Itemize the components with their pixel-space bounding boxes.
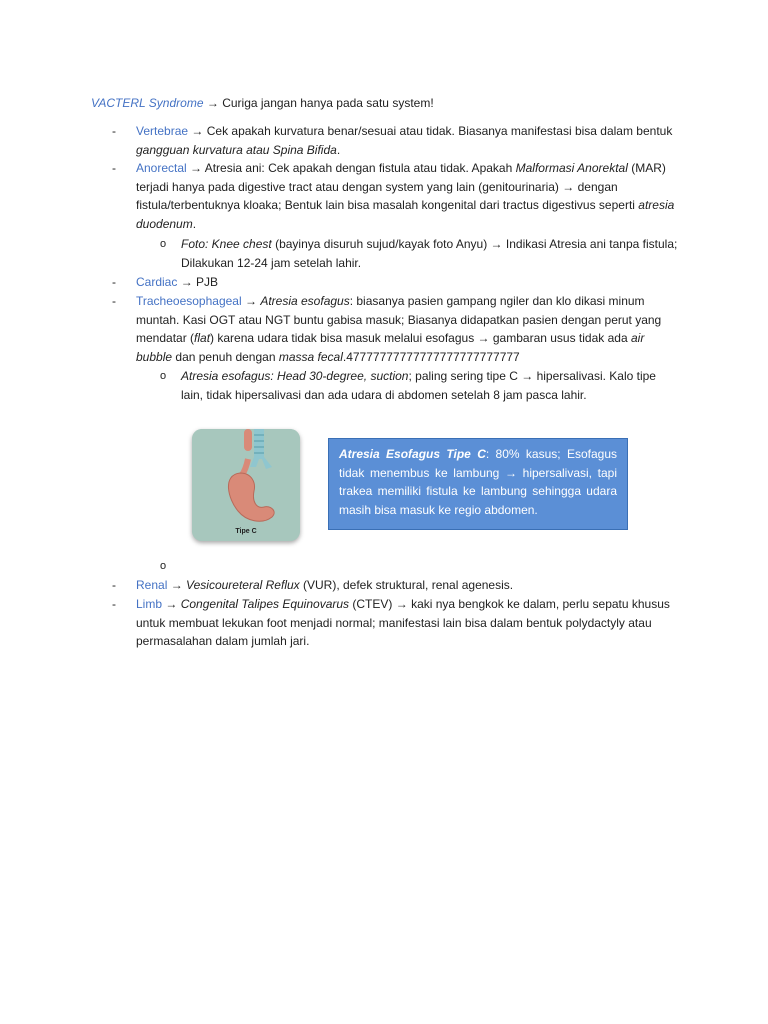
item-text: ; paling sering tipe C [408, 369, 518, 383]
item-italic: Foto: Knee chest [181, 237, 272, 251]
item-text: dan penuh dengan [175, 349, 276, 364]
item-text: (VUR), defek struktural, renal agenesis. [303, 578, 514, 592]
figure-caption: Tipe C [235, 528, 257, 535]
item-text: .47777777777777777777777777 [342, 349, 520, 364]
dash-bullet: - [112, 578, 116, 592]
callout-box [328, 438, 628, 530]
circle-bullet: o [160, 238, 167, 250]
item-text: Indikasi Atresia ani tanpa fistula; Dilakukan 12-24 jam setelah lahir. [181, 237, 678, 270]
item-italic: atresia duodenum [136, 198, 675, 231]
item-text: (MAR) terjadi hanya pada digestive tract atau dengan system yang lain (genitourinaria) [136, 161, 666, 194]
item-label: Tracheoesophageal [136, 294, 242, 308]
list-item-anorectal [112, 159, 682, 233]
sub-item-knee-chest [160, 235, 680, 272]
item-text: Atresia ani: Cek apakah dengan fistula atau tidak. Apakah [204, 161, 513, 175]
callout-text: hipersalivasi, tapi trakea memiliki fistula ke lambung sehingga udara masih bisa masuk ke regio abdomen. [339, 465, 618, 517]
sub-item-head-30 [160, 367, 680, 404]
arrow-icon: → [477, 331, 490, 346]
arrow-icon: → [165, 597, 178, 611]
item-italic: Congenital Talipes Equinovarus [180, 597, 350, 611]
item-text: dengan fistula/terbentuknya kloaka; Bentuk lain bisa masalah kongenital dari tractus digestivus seperti [136, 179, 635, 213]
callout-title: Atresia Esofagus Tipe C [339, 447, 486, 461]
item-label: Anorectal [136, 161, 187, 175]
item-italic: gangguan kurvatura atau Spina Bifida [136, 142, 337, 157]
list-item-vertebrae [112, 122, 682, 159]
circle-bullet: o [160, 370, 167, 382]
arrow-icon: → [191, 124, 204, 138]
dash-bullet: - [112, 161, 116, 175]
callout-text: : 80% kasus; Esofagus tidak menembus ke lambung [339, 447, 617, 480]
dash-bullet: - [112, 124, 116, 138]
item-text: : biasanya pasien gampang ngiler dan klo dikasi minum muntah. Kasi OGT atau NGT buntu gabisa masuk; Biasanya didapatkan pasien dengan perut yang mendatar ( [136, 294, 662, 346]
item-text: . [336, 142, 341, 157]
item-label: Limb [136, 597, 163, 611]
arrow-icon: → [206, 96, 219, 110]
item-label: Renal [136, 578, 168, 592]
arrow-icon: → [190, 161, 203, 175]
arrow-icon: → [490, 237, 503, 251]
item-text: PJB [196, 275, 219, 289]
item-label: Cardiac [136, 275, 178, 289]
circle-bullet: o [160, 560, 167, 572]
list-item-tracheoesophageal [112, 292, 682, 366]
item-italic: Malformasi Anorektal [515, 161, 628, 175]
dash-bullet: - [112, 275, 116, 289]
section-heading [91, 94, 434, 112]
arrow-icon: → [170, 578, 183, 592]
item-italic: Atresia esofagus: Head 30-degree, suction [181, 369, 409, 383]
arrow-icon: → [180, 275, 193, 289]
item-italic: air bubble [136, 331, 645, 364]
arrow-icon: → [521, 369, 534, 383]
item-italic: flat [194, 331, 211, 346]
list-item-renal [112, 576, 682, 595]
arrow-icon: → [244, 294, 257, 308]
stomach-illustration [192, 429, 300, 541]
item-italic: Atresia esofagus [260, 294, 350, 308]
list-item-cardiac [112, 273, 682, 292]
list-item-limb [112, 595, 682, 651]
item-text: gambaran usus tidak ada [492, 331, 628, 346]
item-text: (bayinya disuruh sujud/kayak foto Anyu) [275, 237, 488, 251]
item-text: ) karena udara tidak bisa masuk melalui esofagus [210, 331, 475, 346]
heading-term: VACTERL Syndrome [91, 96, 204, 110]
item-text: (CTEV) [352, 597, 393, 611]
heading-text: Curiga jangan hanya pada satu system! [222, 96, 434, 110]
item-italic: massa fecal [278, 349, 343, 364]
atresia-type-c-image [192, 429, 300, 541]
item-label: Vertebrae [136, 124, 189, 138]
item-text: kaki nya bengkok ke dalam, perlu sepatu khusus untuk membuat lekukan foot menjadi normal; manifestasi lain bisa dalam bentuk polydactyly atau permasalahan dalam jumlah jari. [136, 597, 670, 649]
arrow-icon: → [505, 465, 517, 480]
dash-bullet: - [112, 294, 116, 308]
item-text: hipersalivasi. Kalo tipe lain, tidak hipersalivasi dan ada udara di abdomen setelah 8 jam pasca lahir. [181, 369, 656, 402]
dash-bullet: - [112, 597, 116, 611]
item-text: Cek apakah kurvatura benar/sesuai atau tidak. Biasanya manifestasi bisa dalam bentuk [206, 124, 673, 138]
arrow-icon: → [562, 179, 575, 194]
item-italic: Vesicoureteral Reflux [186, 578, 300, 592]
item-text: . [192, 216, 197, 231]
arrow-icon: → [395, 597, 408, 611]
